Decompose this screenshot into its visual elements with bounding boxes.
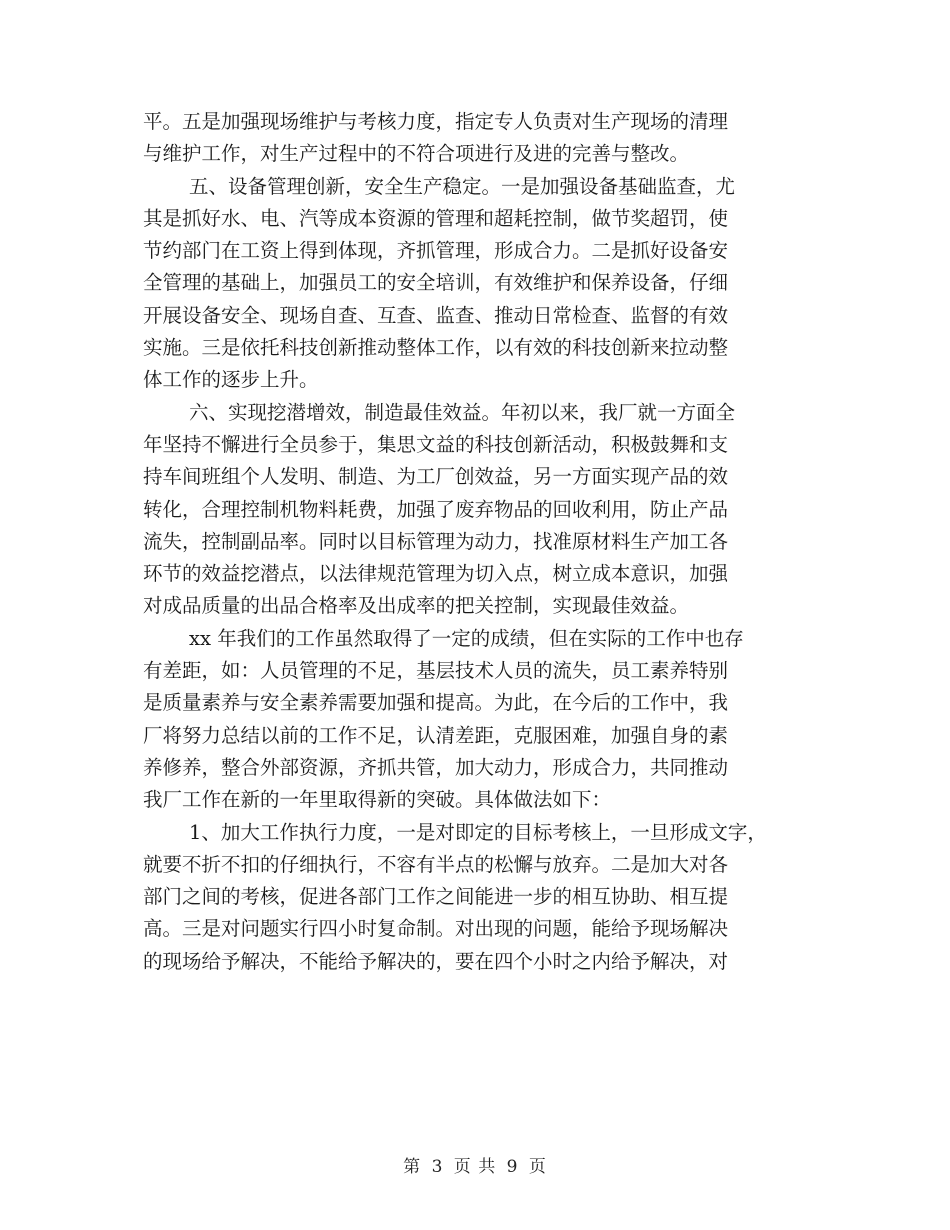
paragraph [143, 623, 808, 817]
document-body [143, 106, 808, 978]
text-line: 高。三是对问题实行四小时复命制。对出现的问题，能给予现场解决 [143, 917, 729, 941]
text-line: 是质量素养与安全素养需要加强和提高。为此，在今后的工作中，我 [143, 691, 729, 715]
text-line: 厂将努力总结以前的工作不足，认清差距，克服困难，加强自身的素 [143, 723, 729, 747]
paragraph [143, 171, 808, 397]
footer-suffix: 页 [528, 1157, 547, 1177]
text-line: 环节的效益挖潜点，以法律规范管理为切入点，树立成本意识，加强 [143, 562, 729, 586]
text-line: 1、加大工作执行力度，一是对即定的目标考核上，一旦形成文字， [189, 820, 767, 844]
text-line: 持车间班组个人发明、制造、为工厂创效益，另一方面实现产品的效 [143, 465, 729, 489]
text-line: 的现场给予解决，不能给予解决的，要在四个小时之内给予解决，对 [143, 949, 729, 973]
text-line: 体工作的逐步上升。 [143, 368, 319, 392]
text-line: 六、实现挖潜增效，制造最佳效益。年初以来，我厂就一方面全 [189, 400, 736, 424]
text-line: 部门之间的考核，促进各部门工作之间能进一步的相互协助、相互提 [143, 885, 729, 909]
paragraph [143, 397, 808, 623]
text-line: 节约部门在工资上得到体现，齐抓管理，形成合力。二是抓好设备安 [143, 239, 729, 263]
text-line: 实施。三是依托科技创新推动整体工作，以有效的科技创新来拉动整 [143, 336, 729, 360]
text-line: 对成品质量的出品合格率及出成率的把关控制，实现最佳效益。 [143, 594, 690, 618]
text-line: 与维护工作，对生产过程中的不符合项进行及进的完善与整改。 [143, 142, 690, 166]
page-footer [0, 1152, 950, 1177]
text-line: 其是抓好水、电、汽等成本资源的管理和超耗控制，做节奖超罚，使 [143, 206, 729, 230]
text-line: 有差距，如：人员管理的不足，基层技术人员的流失，员工素养特别 [143, 659, 729, 683]
text-line: 全管理的基础上，加强员工的安全培训，有效维护和保养设备，仔细 [143, 271, 729, 295]
footer-total-pages: 9 [506, 1157, 519, 1177]
text-line: 年坚持不懈进行全员参于，集思文益的科技创新活动，积极鼓舞和支 [143, 432, 729, 456]
text-line: xx 年我们的工作虽然取得了一定的成绩，但在实际的工作中也存 [189, 626, 744, 650]
text-line: 我厂工作在新的一年里取得新的突破。具体做法如下： [143, 788, 612, 812]
footer-prefix: 第 [403, 1157, 422, 1177]
text-line: 平。五是加强现场维护与考核力度，指定专人负责对生产现场的清理 [143, 110, 729, 133]
text-line: 开展设备安全、现场自查、互查、监查、推动日常检查、监督的有效 [143, 303, 729, 327]
paragraph [143, 817, 808, 978]
footer-current-page: 3 [431, 1157, 444, 1177]
text-line: 养修养，整合外部资源，齐抓共管，加大动力，形成合力，共同推动 [143, 755, 729, 779]
text-line: 就要不折不扣的仔细执行，不容有半点的松懈与放弃。二是加大对各 [143, 852, 729, 876]
text-line: 转化，合理控制机物料耗费，加强了废弃物品的回收利用，防止产品 [143, 497, 729, 521]
text-line: 五、设备管理创新，安全生产稳定。一是加强设备基础监查，尤 [189, 174, 736, 198]
footer-middle: 页 共 [453, 1157, 497, 1177]
paragraph [143, 106, 808, 171]
text-line: 流失，控制副品率。同时以目标管理为动力，找准原材料生产加工各 [143, 529, 729, 553]
